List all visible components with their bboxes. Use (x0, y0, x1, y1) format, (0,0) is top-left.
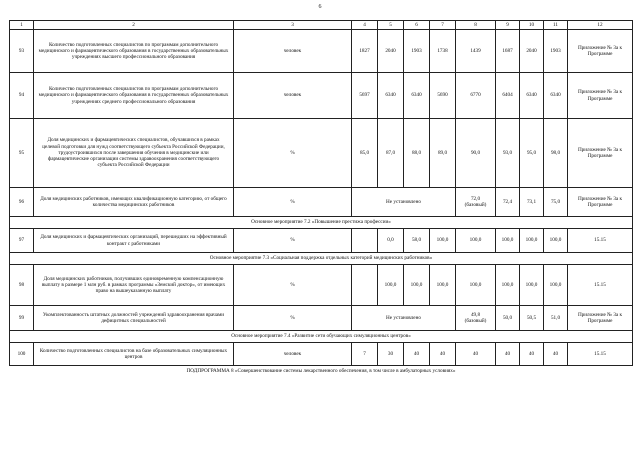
value-cell: 100,0 (496, 265, 520, 306)
indicator-name: Количество подготовленных специалистов на базе образовательных симуляционных центров (34, 343, 234, 366)
value-cell: 1827 (352, 30, 378, 73)
header-cell: 5 (378, 21, 404, 30)
table-row (10, 265, 633, 306)
section-heading: Основное мероприятие 7.2 «Повышение престижа профессии» (10, 217, 633, 229)
value-cell: 85,0 (352, 119, 378, 188)
table-row (10, 306, 633, 331)
indicator-name: Доля медицинских работников, получивших единовременную компенсационную выплату в размере 1 млн руб. в рамках программы «Земский доктор», от имеющих право на вышеуказанную выплату (34, 265, 234, 306)
value-cell: 1738 (430, 30, 456, 73)
value-cell: 5690 (430, 73, 456, 119)
value-cell: 100,0 (456, 229, 496, 253)
value-cell: 51,0 (544, 306, 568, 331)
section-heading: Основное мероприятие 7.4 «Развитие сети обучающих симуляционных центров» (10, 331, 633, 343)
indicators-table (9, 20, 633, 376)
value-cell: 88,0 (404, 119, 430, 188)
unit-cell: % (234, 229, 352, 253)
row-number: 93 (10, 30, 34, 73)
section-row (10, 253, 633, 265)
value-cell: 90,0 (456, 119, 496, 188)
table-row (10, 188, 633, 217)
header-cell: 9 (496, 21, 520, 30)
value-cell: 98,0 (544, 119, 568, 188)
section-heading: Основное мероприятие 7.3 «Социальная поддержка отдельных категорий медицинских работников» (10, 253, 633, 265)
value-cell: 87,0 (378, 119, 404, 188)
value-cell: 100,0 (496, 229, 520, 253)
reference-cell: Приложение № 3а к Программе (568, 73, 633, 119)
reference-cell: 15.15 (568, 343, 633, 366)
row-number: 99 (10, 306, 34, 331)
value-cell: 72,4 (496, 188, 520, 217)
value-cell: 100,0 (520, 265, 544, 306)
reference-cell: Приложение № 3а к Программе (568, 306, 633, 331)
header-cell: 4 (352, 21, 378, 30)
unit-cell: % (234, 188, 352, 217)
header-row (10, 21, 633, 30)
value-cell: 50,5 (520, 306, 544, 331)
unit-cell: % (234, 265, 352, 306)
row-number: 95 (10, 119, 34, 188)
reference-cell: Приложение № 3а к Программе (568, 188, 633, 217)
reference-cell: Приложение № 3а к Программе (568, 119, 633, 188)
header-cell: 2 (34, 21, 234, 30)
unit-cell: % (234, 119, 352, 188)
value-cell: 6404 (496, 73, 520, 119)
value-cell (352, 265, 378, 306)
row-number: 96 (10, 188, 34, 217)
value-cell: 6340 (544, 73, 568, 119)
value-cell: 1687 (496, 30, 520, 73)
indicator-name: Доля медицинских и фармацевтических специалистов, обучавшихся в рамках целевой подготовки для нужд соответствующего субъекта Российской Федерации, трудоустроившихся после завершения обучения в медицинские или фармацевтические организации системы здравоохранения соответствующего субъекта Российской Федерации (34, 119, 234, 188)
value-cell: 100,0 (456, 265, 496, 306)
unit-cell: человек (234, 30, 352, 73)
page-number: 6 (318, 4, 322, 10)
section-row (10, 217, 633, 229)
value-cell: 40 (544, 343, 568, 366)
value-cell: 6770 (456, 73, 496, 119)
value-cell: 100,0 (430, 229, 456, 253)
unit-cell: человек (234, 343, 352, 366)
value-cell: 0,0 (378, 229, 404, 253)
value-cell: 89,0 (430, 119, 456, 188)
table-row (10, 229, 633, 253)
reference-cell: Приложение № 3а к Программе (568, 30, 633, 73)
value-cell: 100,0 (520, 229, 544, 253)
header-cell: 11 (544, 21, 568, 30)
row-number: 98 (10, 265, 34, 306)
header-cell: 6 (404, 21, 430, 30)
value-cell: 40 (520, 343, 544, 366)
value-cell: 75,0 (544, 188, 568, 217)
row-number: 97 (10, 229, 34, 253)
indicator-name: Доля медицинских и фармацевтических организаций, перешедших на эффективный контракт с работниками (34, 229, 234, 253)
indicator-name: Укомплектованность штатных должностей учреждений здравоохранения врачами дефицитных специальностей (34, 306, 234, 331)
indicator-name: Доля медицинских работников, имеющих квалификационную категорию, от общего количества медицинских работников (34, 188, 234, 217)
value-cell: 40 (496, 343, 520, 366)
value-cell: 100,0 (378, 265, 404, 306)
value-cell: 100,0 (430, 265, 456, 306)
not-set-cell: Не установлено (352, 306, 456, 331)
value-cell: 73,1 (520, 188, 544, 217)
value-cell: 1439 (456, 30, 496, 73)
value-cell: 40 (456, 343, 496, 366)
value-cell: 6340 (520, 73, 544, 119)
value-cell: 1903 (404, 30, 430, 73)
value-cell: 93,0 (496, 119, 520, 188)
value-cell: 6340 (378, 73, 404, 119)
not-set-cell: Не установлено (352, 188, 456, 217)
base-value-note: (базовый) (464, 318, 487, 324)
table-row (10, 119, 633, 188)
header-cell: 12 (568, 21, 633, 30)
row-number: 94 (10, 73, 34, 119)
base-value: 49,8 (470, 311, 481, 318)
header-cell: 8 (456, 21, 496, 30)
value-cell: 40 (430, 343, 456, 366)
reference-cell: 15.15 (568, 265, 633, 306)
header-cell: 7 (430, 21, 456, 30)
base-value-note: (базовый) (464, 202, 487, 208)
value-cell: 100,0 (544, 265, 568, 306)
table-row (10, 343, 633, 366)
value-cell: 40 (404, 343, 430, 366)
table-row (10, 73, 633, 119)
unit-cell: человек (234, 73, 352, 119)
table-row (10, 30, 633, 73)
value-cell: 2040 (520, 30, 544, 73)
value-cell: 100,0 (404, 265, 430, 306)
base-value-cell (456, 188, 496, 217)
subprogram-heading: ПОДПРОГРАММА 8 «Совершенствование системы лекарственного обеспечения, в том числе в амбулаторных условиях» (186, 367, 456, 374)
indicator-name: Количество подготовленных специалистов по программам дополнительного медицинского и фармацевтического образования в государственных образовательных учреждениях среднего профессионального образования (34, 73, 234, 119)
value-cell: 58,0 (404, 229, 430, 253)
unit-cell: % (234, 306, 352, 331)
header-cell: 1 (10, 21, 34, 30)
value-cell: 95,0 (520, 119, 544, 188)
value-cell: 6340 (404, 73, 430, 119)
row-number: 100 (10, 343, 34, 366)
section-row (10, 331, 633, 343)
value-cell: 7 (352, 343, 378, 366)
value-cell: 2040 (378, 30, 404, 73)
value-cell: 1903 (544, 30, 568, 73)
value-cell: 5697 (352, 73, 378, 119)
base-value: 72,0 (470, 195, 481, 202)
indicator-name: Количество подготовленных специалистов по программам дополнительного медицинского и фармацевтического образования в государственных образовательных учреждениях высшего профессионального образования (34, 30, 234, 73)
header-cell: 10 (520, 21, 544, 30)
reference-cell: 15.15 (568, 229, 633, 253)
subprogram-row (10, 366, 633, 377)
header-cell: 3 (234, 21, 352, 30)
value-cell: 30 (378, 343, 404, 366)
value-cell: 100,0 (544, 229, 568, 253)
value-cell (352, 229, 378, 253)
value-cell: 50,0 (496, 306, 520, 331)
base-value-cell (456, 306, 496, 331)
